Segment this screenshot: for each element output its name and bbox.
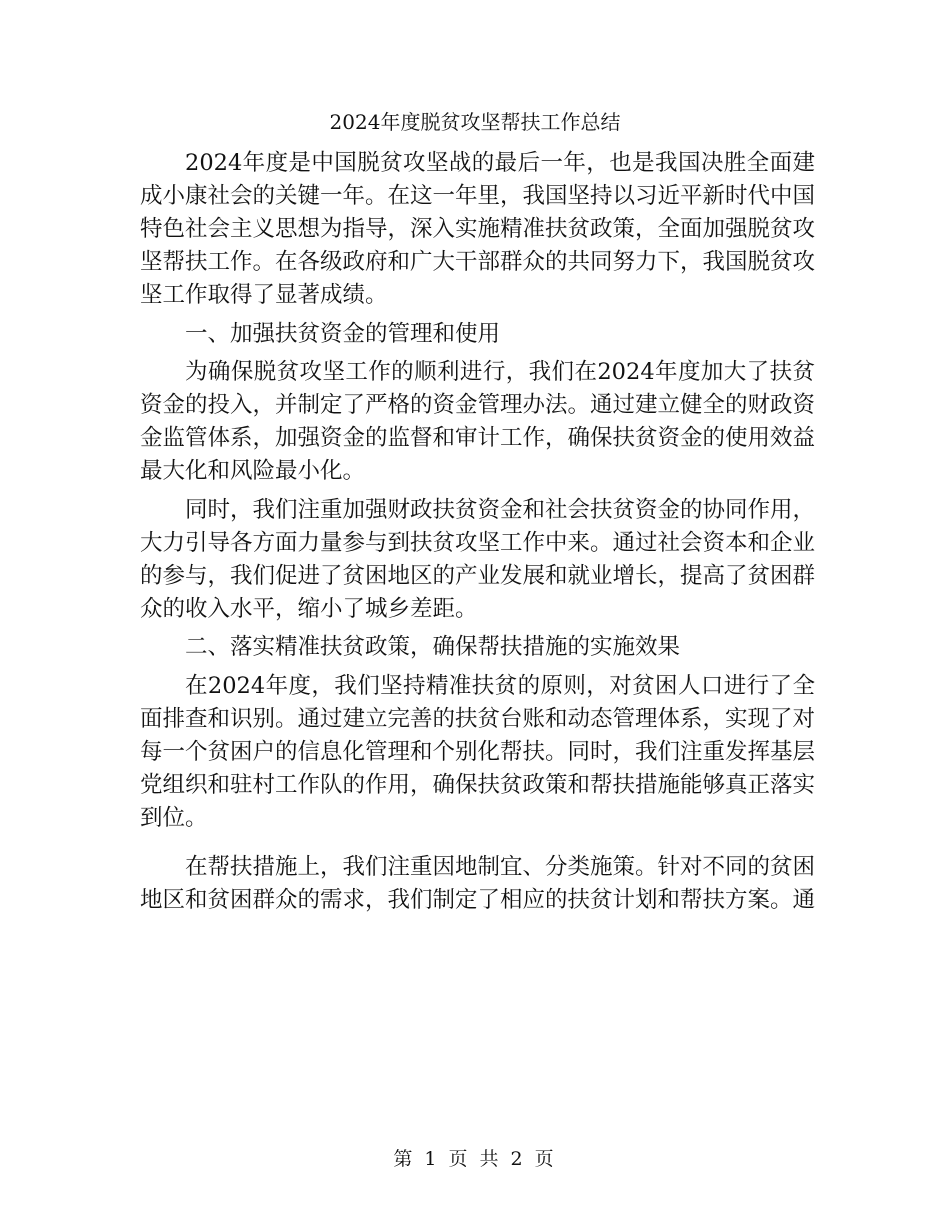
section-heading-1: 一、加强扶贫资金的管理和使用 [185,320,501,347]
paragraph-fund-synergy: 同时，我们注重加强财政扶贫资金和社会扶贫资金的协同作用，大力引导各方面力量参与到扶贫攻坚工作中来。通过社会资本和企业的参与，我们促进了贫困地区的产业发展和就业增长，提高了贫困群众的收入水平，缩小了城乡差距。 [140,496,816,622]
document-body [140,147,815,917]
paragraph-precise-poverty: 在2024年度，我们坚持精准扶贫的原则，对贫困人口进行了全面排查和识别。通过建立完善的扶贫台账和动态管理体系，实现了对每一个贫困户的信息化管理和个别化帮扶。同时，我们注重发挥基层党组织和驻村工作队的作用，确保扶贫政策和帮扶措施能够真正落实到位。 [140,672,816,831]
section-heading-2: 二、落实精准扶贫政策，确保帮扶措施的实施效果 [185,634,681,660]
paragraph-intro: 2024年度是中国脱贫攻坚战的最后一年，也是我国决胜全面建成小康社会的关键一年。在这一年里，我国坚持以习近平新时代中国特色社会主义思想为指导，深入实施精准扶贫政策，全面加强脱贫攻坚帮扶工作。在各级政府和广大干部群众的共同努力下，我国脱贫攻坚工作取得了显著成绩。 [140,150,816,308]
paragraph-fund-management: 为确保脱贫攻坚工作的顺利进行，我们在2024年度加大了扶贫资金的投入，并制定了严格的资金管理办法。通过建立健全的财政资金监管体系，加强资金的监督和审计工作，确保扶贫资金的使用效益最大化和风险最小化。 [140,359,816,484]
page-number-footer: 第 1 页 共 2 页 [393,1148,557,1170]
paragraph-measures: 在帮扶措施上，我们注重因地制宜、分类施策。针对不同的贫困地区和贫困群众的需求，我们制定了相应的扶贫计划和帮扶方案。通 [140,853,816,913]
document-title: 2024年度脱贫攻坚帮扶工作总结 [329,110,621,134]
